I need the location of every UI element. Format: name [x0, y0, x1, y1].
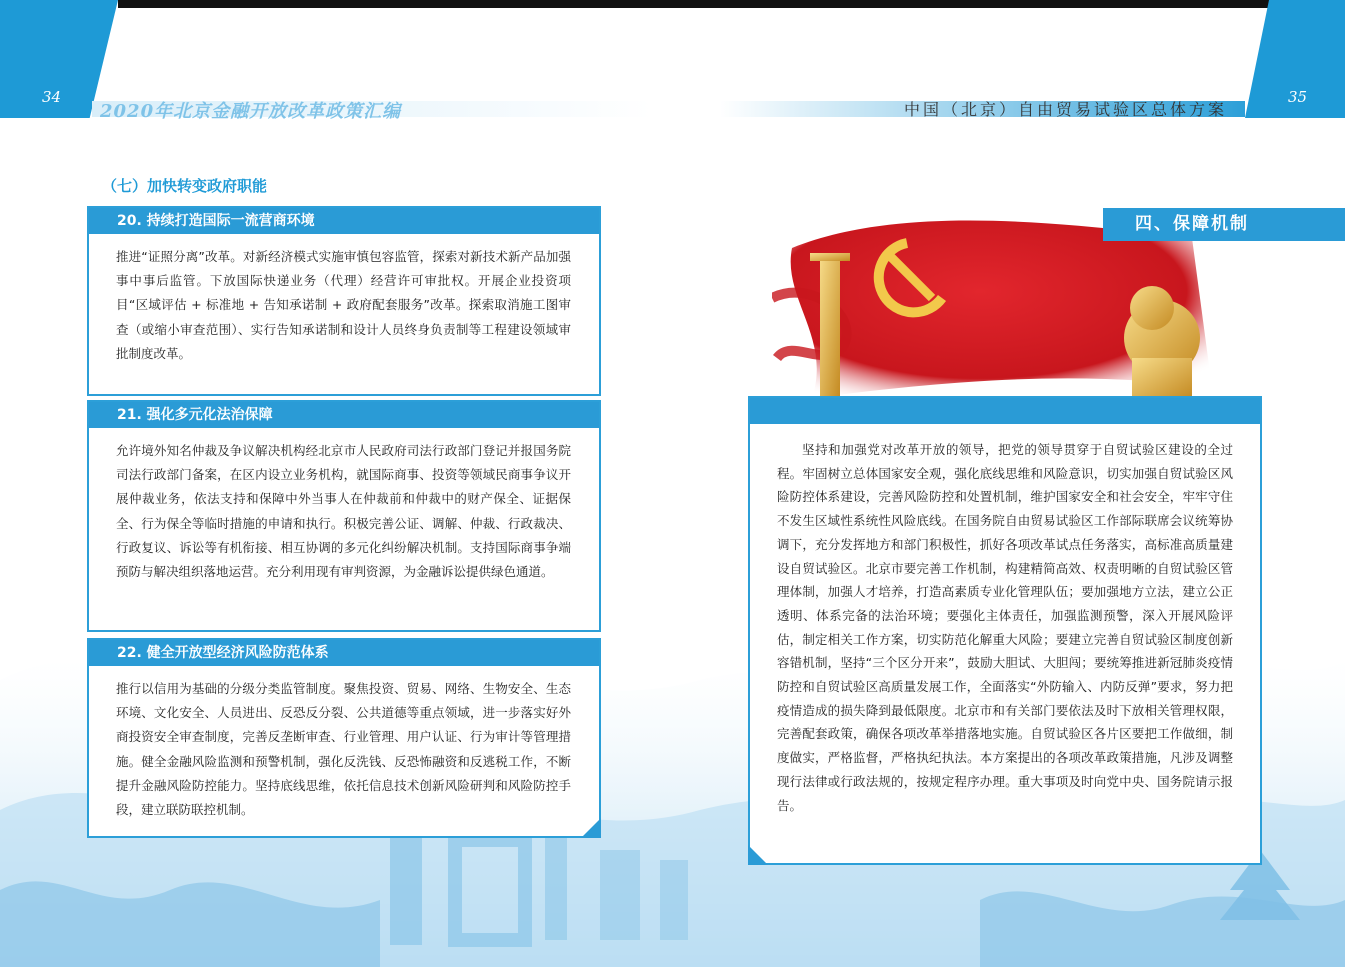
article-box-21 — [87, 400, 601, 632]
article-title: 20. 持续打造国际一流营商环境 — [89, 208, 599, 234]
left-running-header: 2020年北京金融开放改革政策汇编 — [100, 101, 402, 122]
article-box-22 — [87, 638, 601, 838]
section-heading: （七）加快转变政府职能 — [102, 177, 268, 195]
article-body: 推进“证照分离”改革。对新经济模式实施审慎包容监管，探索对新技术新产品加强事中事后监管。下放国际快递业务（代理）经营许可审批权。开展企业投资项目“区域评估 + 标准地 + 告知承诺制 + 政府配套服务”改革。探索取消施工图审查（或缩小审查范围）、实行告知承诺制和设计人员终身负责制等工程建设领域审批制度改革。 — [116, 249, 571, 361]
left-page-number: 34 — [42, 88, 62, 106]
box-header-band — [750, 398, 1260, 424]
article-box-20 — [87, 206, 601, 396]
right-page-number: 35 — [1288, 88, 1308, 106]
right-running-header: 中国（北京）自由贸易试验区总体方案 — [903, 100, 1227, 119]
box-corner-decoration — [748, 845, 768, 865]
top-black-rule — [118, 0, 1270, 8]
safeguard-body: 坚持和加强党对改革开放的领导，把党的领导贯穿于自贸试验区建设的全过程。牢固树立总体国家安全观，强化底线思维和风险意识，切实加强自贸试验区风险防控体系建设，完善风险防控和处置机制，维护国家安全和社会安全，牢牢守住不发生区域性系统性风险底线。在国务院自由贸易试验区工作部际联席会议统筹协调下，充分发挥地方和部门积极性，抓好各项改革试点任务落实，高标准高质量建设自贸试验区。北京市要完善工作机制，构建精简高效、权责明晰的自贸试验区管理体制，加强人才培养，打造高素质专业化管理队伍；要加强地方立法，建立公正透明、体系完备的法治环境；要强化主体责任，加强监测预警，深入开展风险评估，制定相关工作方案，切实防范化解重大风险；要建立完善自贸试验区制度创新容错机制，坚持“三个区分开来”，鼓励大胆试、大胆闯；要统筹推进新冠肺炎疫情防控和自贸试验区高质量发展工作，全面落实“外防输入、内防反弹”要求，努力把疫情造成的损失降到最低限度。北京市和有关部门要依法及时下放相关管理权限，完善配套政策，确保各项改革举措落地实施。自贸试验区各片区要把工作做细，制度做实，严格监督，严格执纪执法。本方案提出的各项改革政策措施，凡涉及调整现行法律或行政法规的，按规定程序办理。重大事项及时向党中央、国务院请示报告。 — [777, 442, 1233, 813]
article-body: 允许境外知名仲裁及争议解决机构经北京市人民政府司法行政部门登记并报国务院司法行政部门备案，在区内设立业务机构，就国际商事、投资等领域民商事争议开展仲裁业务，依法支持和保障中外当事人在仲裁前和仲裁中的财产保全、证据保全、行为保全等临时措施的申请和执行。积极完善公证、调解、仲裁、行政裁决、行政复议、诉讼等有机衔接、相互协调的多元化纠纷解决机制。支持国际商事争端预防与解决组织落地运营。充分利用现有审判资源，为金融诉讼提供绿色通道。 — [116, 443, 571, 580]
article-title: 22. 健全开放型经济风险防范体系 — [89, 640, 599, 666]
section-banner-title: 四、保障机制 — [1103, 208, 1345, 241]
safeguard-box — [748, 396, 1262, 865]
article-body: 推行以信用为基础的分级分类监管制度。聚焦投资、贸易、网络、生物安全、生态环境、文化安全、人员进出、反恐反分裂、公共道德等重点领域，进一步落实好外商投资安全审查制度，完善反垄断审查、行业管理、用户认证、行为审计等管理措施。健全金融风险监测和预警机制，强化反洗钱、反恐怖融资和反逃税工作，不断提升金融风险防控能力。坚持底线思维，依托信息技术创新风险研判和风险防控手段，建立联防联控机制。 — [116, 681, 571, 818]
article-title: 21. 强化多元化法治保障 — [89, 402, 599, 428]
